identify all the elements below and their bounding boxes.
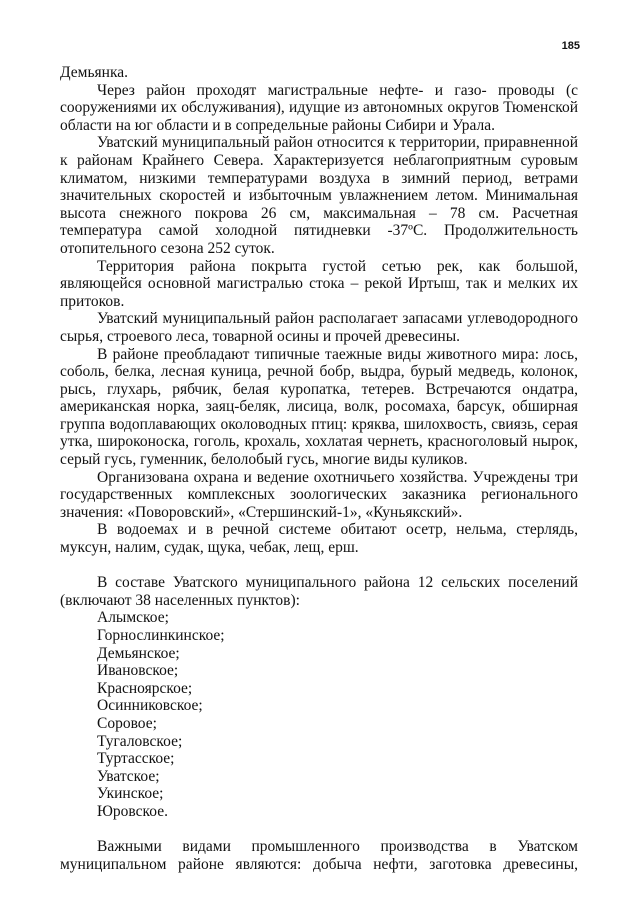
paragraph-industry: Важными видами промышленного производства в Уватском муниципальном районе являются: добыча нефти, заготовка древесины,	[60, 838, 578, 873]
paragraph-settlements-intro: В составе Уватского муниципального района 12 сельских поселений (включают 38 населенных пунктов):	[60, 574, 578, 609]
page-number: 185	[561, 40, 580, 52]
paragraph-gap	[60, 821, 578, 839]
list-item: Уватское;	[97, 767, 160, 785]
paragraph-rivers: Территория района покрыта густой сетью рек, как большой, являющейся основной магистралью стока – рекой Иртыш, так и мелких их притоков.	[60, 257, 578, 310]
paragraph-climate: Уватский муниципальный район относится к территории, приравненной к районам Крайнего Севера. Характеризуется неблагоприятным суровым климатом, низкими температурами воздуха в зимний период, ветрами значительных скоростей и избыточным увлажнением летом. Минимальная высота снежного покрова 26 см, максимальная – 78 см. Расчетная температура самой холодной пятидневки -37ºС. Продолжительность отопительного сезона 252 суток.	[60, 134, 578, 257]
paragraph-gap	[60, 557, 578, 575]
list-item: Осинниковское;	[97, 697, 203, 715]
list-item: Горнослинкинское;	[97, 627, 225, 644]
paragraph-fauna: В районе преобладают типичные таежные виды животного мира: лось, соболь, белка, лесная куница, речной бобр, выдра, бурый медведь, колонок, рысь, глухарь, рябчик, белая куропатка, тетерев. Встречаются ондатра, американская норка, заяц-беляк, лисица, волк, росомаха, барсук, обширная группа водоплавающих околоводных птиц: кряква, шилохвость, свиязь, серая утка, широконоска, гоголь, крохаль, хохлатая чернеть, красноголовый нырок, серый гусь, гуменник, белолобый гусь, многие виды куликов.	[60, 345, 578, 469]
paragraph-pipelines: Через район проходят магистральные нефте- и газо- проводы (с сооружениями их обслуживания), идущие из автономных округов Тюменской области на юг области и в сопредельные районы Сибири и Урала.	[60, 81, 578, 134]
list-item: Алымское;	[97, 609, 169, 627]
paragraph-continuation: Демьянка.	[60, 64, 128, 81]
document-body	[60, 64, 578, 873]
paragraph-fish: В водоемах и в речной системе обитают осетр, нельма, стерлядь, муксун, налим, судак, щука, чебак, лещ, ерш.	[60, 521, 578, 557]
list-item: Соровое;	[97, 714, 157, 732]
list-item: Укинское;	[97, 785, 164, 803]
list-item: Юровское.	[97, 802, 168, 820]
list-item: Демьянское;	[97, 644, 180, 662]
list-item: Красноярское;	[97, 679, 193, 697]
paragraph-reserves: Организована охрана и ведение охотничьего хозяйства. Учреждены три государственных комплексных зоологических заказника регионального значения: «Поворовский», «Стершинский-1», «Куньякский».	[60, 468, 578, 521]
paragraph-resources: Уватский муниципальный район располагает запасами углеводородного сырья, строевого леса, товарной осины и прочей древесины.	[60, 310, 578, 345]
list-item: Туртасское;	[97, 750, 175, 768]
list-item: Тугаловское;	[97, 732, 183, 750]
settlements-list	[60, 609, 578, 820]
list-item: Ивановское;	[97, 662, 179, 680]
